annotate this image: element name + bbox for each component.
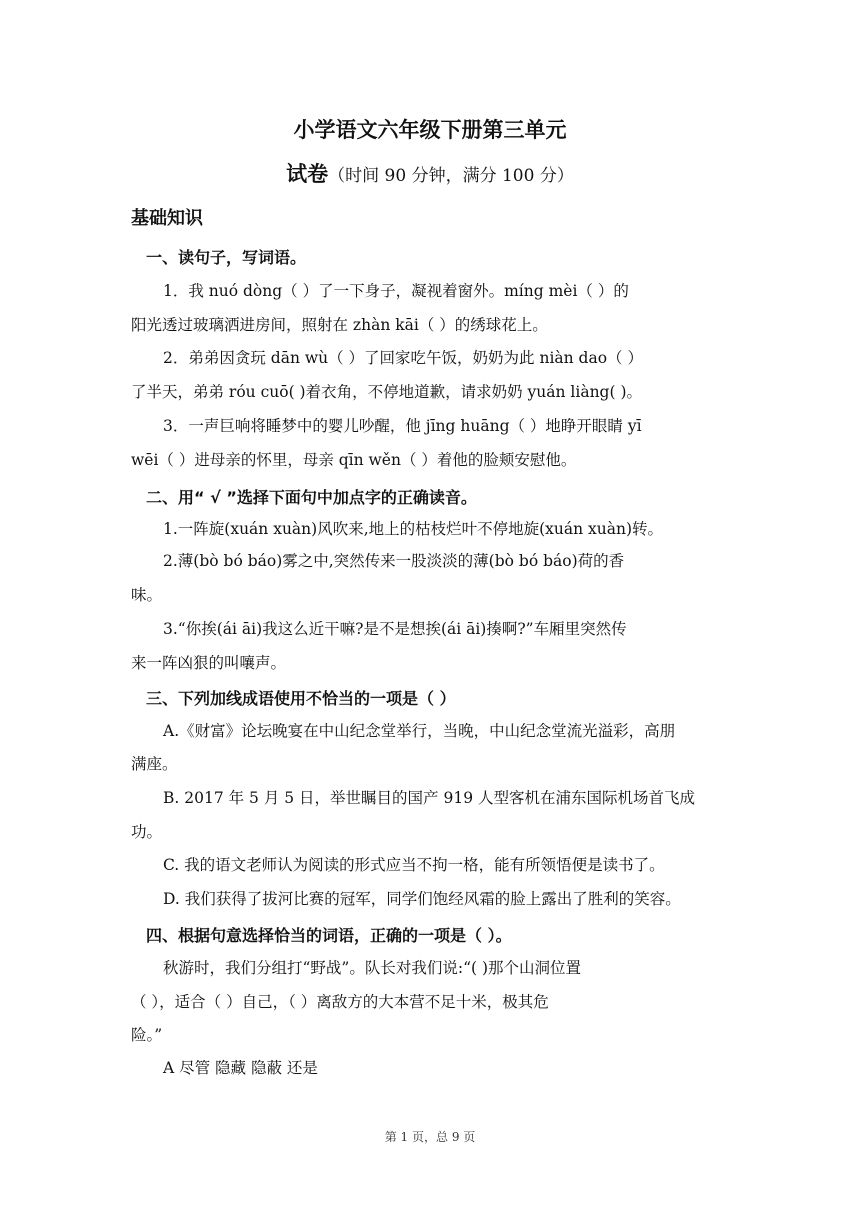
q1-heading: 一、读句子，写词语。 <box>146 248 307 267</box>
q3-heading: 三、下列加线成语使用不恰当的一项是（ ） <box>146 689 456 708</box>
q1-line: 了半天，弟弟 róu cuō( )着衣角，不停地道歉，请求奶奶 yuán liàng( )。 <box>131 383 642 401</box>
q4-line: 险。” <box>131 1026 163 1044</box>
q2-line: 3.“你挨(ái āi)我这么近干嘛?是不是想挨(ái āi)揍啊?”车厢里突然传 <box>163 620 627 638</box>
q4-line: 秋游时，我们分组打“野战”。队长对我们说:“( )那个山洞位置 <box>163 959 582 977</box>
q2-line: 味。 <box>131 586 163 604</box>
q2-heading: 二、用“ √ ”选择下面句中加点字的正确读音。 <box>146 488 477 507</box>
section-heading: 基础知识 <box>131 208 203 229</box>
exam-title: 小学语文六年级下册第三单元 <box>293 118 567 142</box>
q1-line: 1．我 nuó dòng（ ）了一下身子，凝视着窗外。míng mèi（ ）的 <box>163 282 629 300</box>
q1-line: 阳光透过玻璃洒进房间，照射在 zhàn kāi（ ）的绣球花上。 <box>131 316 548 334</box>
page-footer: 第 1 页，总 9 页 <box>384 1130 476 1144</box>
q2-line: 来一阵凶狠的叫嚷声。 <box>131 654 287 672</box>
q1-line: wēi（ ）进母亲的怀里，母亲 qīn wěn（ ）着他的脸颊安慰他。 <box>131 451 577 469</box>
q2-line: 1.一阵旋(xuán xuàn)风吹来,地上的枯枝烂叶不停地旋(xuán xuàn)转。 <box>163 520 664 538</box>
q1-line: 3．一声巨响将睡梦中的婴儿吵醒，他 jīng huāng（ ）地睁开眼睛 yī <box>163 417 642 435</box>
q4-line: （ ），适合（ ）自己，（ ）离敌方的大本营不足十米，极其危 <box>131 993 549 1011</box>
q3-option: A.《财富》论坛晚宴在中山纪念堂举行，当晚，中山纪念堂流光溢彩，高朋 <box>163 722 676 740</box>
q1-line: 2．弟弟因贪玩 dān wù（ ）了回家吃午饭，奶奶为此 niàn dao（ ） <box>163 349 643 367</box>
q3-option: 功。 <box>131 823 163 841</box>
q3-option: 满座。 <box>131 755 178 773</box>
q3-option: B. 2017 年 5 月 5 日，举世瞩目的国产 919 人型客机在浦东国际机场首飞成 <box>163 789 695 807</box>
exam-time-info: （时间 90 分钟，满分 100 分） <box>328 166 574 186</box>
exam-subtitle-main: 试卷 <box>286 162 329 186</box>
q4-heading: 四、根据句意选择恰当的词语，正确的一项是（ ）。 <box>146 926 512 945</box>
exam-subtitle <box>0 158 860 188</box>
q3-option: D. 我们获得了拔河比赛的冠军，同学们饱经风霜的脸上露出了胜利的笑容。 <box>163 890 681 908</box>
q3-option: C. 我的语文老师认为阅读的形式应当不拘一格，能有所领悟便是读书了。 <box>163 856 665 874</box>
q4-option-a: A 尽管 隐藏 隐蔽 还是 <box>163 1059 318 1077</box>
q2-line: 2.薄(bò bó báo)雾之中,突然传来一股淡淡的薄(bò bó báo)荷的香 <box>163 552 625 570</box>
